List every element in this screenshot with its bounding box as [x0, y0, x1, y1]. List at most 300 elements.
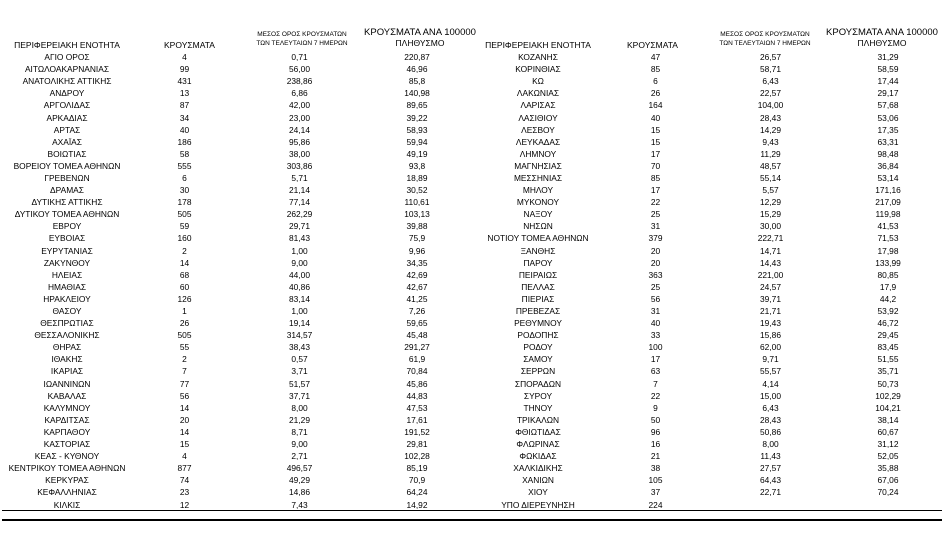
table-row — [473, 390, 943, 402]
cases-cell: 431 — [177, 76, 192, 87]
cases-cell: 14 — [179, 402, 190, 413]
region-cell: ΛΕΥΚΑΔΑΣ — [515, 136, 561, 147]
per100k-cell: 58,59 — [877, 64, 899, 75]
region-cell: ΣΑΜΟΥ — [523, 354, 553, 365]
header-cases-left: ΚΡΟΥΣΜΑΤΑ — [164, 40, 215, 50]
avg-cell: 14,86 — [289, 487, 310, 498]
cases-cell: 30 — [179, 185, 190, 196]
region-cell: ΚΑΡΠΑΘΟΥ — [43, 426, 91, 437]
table-row — [2, 486, 472, 498]
cases-cell: 505 — [177, 209, 192, 220]
cases-cell: 14 — [179, 426, 190, 437]
per100k-cell: 7,26 — [408, 306, 426, 317]
avg-cell: 37,71 — [289, 390, 310, 401]
table-row — [2, 196, 472, 208]
cases-cell: 4 — [182, 451, 187, 462]
avg-cell: 15,00 — [760, 390, 781, 401]
cases-cell: 20 — [179, 414, 190, 425]
per100k-cell: 53,14 — [877, 172, 899, 183]
per100k-cell: 70,24 — [877, 487, 899, 498]
table-row — [2, 293, 472, 305]
avg-cell: 21,29 — [289, 414, 310, 425]
avg-cell: 55,14 — [760, 172, 781, 183]
table-row — [473, 450, 943, 462]
cases-cell: 23 — [179, 487, 190, 498]
per100k-cell: 42,67 — [406, 281, 428, 292]
header-per100k-left — [350, 27, 490, 49]
table-row — [473, 293, 943, 305]
per100k-cell: 30,52 — [406, 185, 428, 196]
region-cell: ΚΩ — [532, 76, 544, 87]
avg-cell: 9,00 — [291, 257, 308, 268]
avg-cell: 12,29 — [760, 197, 781, 208]
per100k-cell: 85,19 — [406, 463, 428, 474]
table-row — [473, 353, 943, 365]
avg-cell: 64,43 — [760, 475, 781, 486]
per100k-cell: 17,44 — [877, 76, 899, 87]
cases-cell: 56 — [179, 390, 190, 401]
avg-cell: 58,71 — [760, 64, 781, 75]
per100k-cell: 31,29 — [877, 52, 899, 63]
per100k-cell: 53,92 — [877, 306, 899, 317]
table-row — [473, 426, 943, 438]
table-row — [2, 245, 472, 257]
table-row — [473, 63, 943, 75]
header-per100k-right — [812, 27, 946, 49]
region-cell: ΠΑΡΟΥ — [523, 257, 553, 268]
cases-cell: 17 — [650, 148, 661, 159]
per100k-cell: 51,55 — [877, 354, 899, 365]
table-row — [2, 305, 472, 317]
region-cell: ΛΑΣΙΘΙΟΥ — [518, 112, 558, 123]
cases-cell: 31 — [650, 221, 661, 232]
avg-cell: 49,29 — [289, 475, 310, 486]
region-cell: ΤΡΙΚΑΛΩΝ — [516, 414, 560, 425]
table-row — [473, 136, 943, 148]
cases-cell: 25 — [650, 209, 661, 220]
table-row — [2, 341, 472, 353]
table-row — [473, 341, 943, 353]
per100k-cell: 9,96 — [408, 245, 426, 256]
avg-cell: 1,00 — [291, 306, 308, 317]
table-row — [2, 136, 472, 148]
region-cell: ΘΑΣΟΥ — [52, 306, 82, 317]
cases-cell: 363 — [648, 269, 663, 280]
cases-cell: 224 — [648, 499, 663, 510]
avg-cell: 38,00 — [289, 148, 310, 159]
table-row — [2, 365, 472, 377]
region-cell: ΕΥΒΟΙΑΣ — [48, 233, 86, 244]
per100k-cell: 102,28 — [404, 451, 430, 462]
avg-cell: 14,71 — [760, 245, 781, 256]
table-row — [2, 462, 472, 474]
region-cell: ΗΡΑΚΛΕΙΟΥ — [43, 293, 91, 304]
avg-cell: 44,00 — [289, 269, 310, 280]
avg-cell: 262,29 — [286, 209, 313, 220]
avg-cell: 5,57 — [762, 185, 779, 196]
avg-cell: 221,00 — [757, 269, 784, 280]
per100k-cell: 39,22 — [406, 112, 428, 123]
cases-cell: 15 — [650, 124, 661, 135]
cases-cell: 1 — [182, 306, 187, 317]
region-cell: ΚΑΣΤΟΡΙΑΣ — [43, 439, 91, 450]
per100k-cell — [833, 498, 943, 510]
header-avg-line1: ΜΕΣΟΣ ΟΡΟΣ ΚΡΟΥΣΜΑΤΩΝ — [257, 31, 347, 38]
table-row — [2, 402, 472, 414]
bottom-rule-lower — [2, 519, 942, 521]
cases-cell: 877 — [177, 463, 192, 474]
region-cell: ΛΑΡΙΣΑΣ — [520, 100, 556, 111]
cases-table-right — [473, 51, 943, 511]
table-row — [2, 426, 472, 438]
per100k-cell: 93,8 — [408, 160, 426, 171]
table-row — [473, 111, 943, 123]
table-row — [2, 329, 472, 341]
table-row — [2, 281, 472, 293]
per100k-cell: 45,86 — [406, 378, 428, 389]
avg-cell: 24,14 — [289, 124, 310, 135]
cases-cell: 14 — [179, 257, 190, 268]
per100k-cell: 71,53 — [877, 233, 899, 244]
header-per100k-line1: ΚΡΟΥΣΜΑΤΑ ΑΝΑ 100000 — [826, 27, 938, 38]
cases-cell: 26 — [650, 88, 661, 99]
avg-cell: 238,86 — [286, 76, 313, 87]
per100k-cell: 98,48 — [877, 148, 899, 159]
avg-cell — [708, 498, 833, 510]
avg-cell: 26,57 — [760, 52, 781, 63]
cases-cell: 16 — [650, 439, 661, 450]
cases-cell: 12 — [179, 499, 190, 510]
cases-cell: 68 — [179, 269, 190, 280]
cases-cell: 15 — [179, 439, 190, 450]
header-per100k-line2: ΠΛΗΘΥΣΜΟ — [857, 38, 907, 48]
table-row — [473, 281, 943, 293]
region-cell: ΜΗΛΟΥ — [522, 185, 554, 196]
region-cell: ΝΑΞΟΥ — [523, 209, 553, 220]
table-row — [473, 208, 943, 220]
region-cell: ΦΩΚΙΔΑΣ — [519, 451, 557, 462]
region-cell: ΤΗΝΟΥ — [523, 402, 553, 413]
header-per100k-line2: ΠΛΗΘΥΣΜΟ — [395, 38, 445, 48]
table-row — [2, 148, 472, 160]
avg-cell: 104,00 — [757, 100, 784, 111]
table-row — [2, 353, 472, 365]
avg-cell: 0,71 — [291, 52, 308, 63]
cases-cell: 6 — [653, 76, 658, 87]
cases-cell: 85 — [650, 64, 661, 75]
per100k-cell: 191,52 — [404, 426, 430, 437]
region-cell: ΚΕΑΣ - ΚΥΘΝΟΥ — [34, 451, 100, 462]
avg-cell: 55,57 — [760, 366, 781, 377]
avg-cell: 39,71 — [760, 293, 781, 304]
table-row — [2, 414, 472, 426]
region-cell: ΠΕΙΡΑΙΩΣ — [518, 269, 558, 280]
per100k-cell: 36,84 — [877, 160, 899, 171]
region-cell: ΘΕΣΠΡΩΤΙΑΣ — [40, 318, 94, 329]
per100k-cell: 70,9 — [408, 475, 426, 486]
table-row — [473, 269, 943, 281]
cases-cell: 13 — [179, 88, 190, 99]
table-row — [2, 184, 472, 196]
per100k-cell: 57,68 — [877, 100, 899, 111]
per100k-cell: 17,98 — [877, 245, 899, 256]
header-avg-right — [700, 30, 830, 48]
per100k-cell: 59,65 — [406, 318, 428, 329]
table-row — [473, 438, 943, 450]
region-cell: ΚΕΦΑΛΛΗΝΙΑΣ — [37, 487, 97, 498]
header-region-left: ΠΕΡΙΦΕΡΕΙΑΚΗ ΕΝΟΤΗΤΑ — [14, 40, 120, 50]
per100k-cell: 102,29 — [875, 390, 901, 401]
per100k-cell: 61,9 — [408, 354, 426, 365]
avg-cell: 21,71 — [760, 306, 781, 317]
region-cell: ΑΡΓΟΛΙΔΑΣ — [43, 100, 91, 111]
table-row — [473, 124, 943, 136]
region-cell: ΡΟΔΟΠΗΣ — [517, 330, 559, 341]
table-row — [2, 124, 472, 136]
avg-cell: 42,00 — [289, 100, 310, 111]
avg-cell: 3,71 — [291, 366, 308, 377]
per100k-cell: 75,9 — [408, 233, 426, 244]
region-cell: ΑΡΤΑΣ — [53, 124, 81, 135]
cases-cell: 22 — [650, 390, 661, 401]
per100k-cell: 58,93 — [406, 124, 428, 135]
cases-cell: 17 — [650, 354, 661, 365]
avg-cell: 303,86 — [286, 160, 313, 171]
per100k-cell: 18,89 — [406, 172, 428, 183]
table-row — [2, 269, 472, 281]
cases-cell: 126 — [177, 293, 192, 304]
table-row — [473, 498, 943, 510]
avg-cell: 77,14 — [289, 197, 310, 208]
cases-cell: 164 — [648, 100, 663, 111]
bottom-rule-upper — [2, 510, 942, 511]
avg-cell: 4,14 — [762, 378, 779, 389]
table-row — [473, 99, 943, 111]
region-cell: ΓΡΕΒΕΝΩΝ — [44, 172, 90, 183]
table-row — [473, 257, 943, 269]
cases-cell: 59 — [179, 221, 190, 232]
avg-cell: 222,71 — [757, 233, 784, 244]
table-row — [2, 87, 472, 99]
avg-cell: 19,43 — [760, 318, 781, 329]
per100k-cell: 44,2 — [879, 293, 897, 304]
table-row — [2, 450, 472, 462]
region-cell: ΚΑΡΔΙΤΣΑΣ — [44, 414, 90, 425]
region-cell: ΛΗΜΝΟΥ — [519, 148, 557, 159]
table-row — [2, 232, 472, 244]
region-cell: ΙΚΑΡΙΑΣ — [50, 366, 84, 377]
avg-cell: 24,57 — [760, 281, 781, 292]
cases-cell: 555 — [177, 160, 192, 171]
avg-cell: 19,14 — [289, 318, 310, 329]
per100k-cell: 38,14 — [877, 414, 899, 425]
per100k-cell: 217,09 — [875, 197, 901, 208]
avg-cell: 28,43 — [760, 112, 781, 123]
region-cell: ΝΗΣΩΝ — [523, 221, 553, 232]
avg-cell: 15,29 — [760, 209, 781, 220]
per100k-cell: 35,88 — [877, 463, 899, 474]
per100k-cell: 29,17 — [877, 88, 899, 99]
cases-cell: 22 — [650, 197, 661, 208]
per100k-cell: 220,87 — [404, 52, 430, 63]
region-cell: ΖΑΚΥΝΘΟΥ — [43, 257, 91, 268]
avg-cell: 9,00 — [291, 439, 308, 450]
region-cell: ΚΑΛΥΜΝΟΥ — [43, 402, 91, 413]
table-row — [2, 220, 472, 232]
per100k-cell: 47,53 — [406, 402, 428, 413]
per100k-cell: 103,13 — [404, 209, 430, 220]
region-cell: ΚΕΝΤΡΙΚΟΥ ΤΟΜΕΑ ΑΘΗΝΩΝ — [8, 463, 126, 474]
cases-cell: 20 — [650, 257, 661, 268]
region-cell: ΡΕΘΥΜΝΟΥ — [514, 318, 562, 329]
avg-cell: 40,86 — [289, 281, 310, 292]
cases-cell: 21 — [650, 451, 661, 462]
table-row — [473, 317, 943, 329]
avg-cell: 6,43 — [762, 402, 779, 413]
region-cell: ΒΟΙΩΤΙΑΣ — [47, 148, 87, 159]
region-cell: ΣΠΟΡΑΔΩΝ — [514, 378, 562, 389]
region-cell: ΑΝΔΡΟΥ — [49, 88, 85, 99]
region-cell: ΑΙΤΩΛΟΑΚΑΡΝΑΝΙΑΣ — [24, 64, 110, 75]
avg-cell: 22,57 — [760, 88, 781, 99]
cases-table-left — [2, 51, 472, 511]
region-cell: ΑΓΙΟ ΟΡΟΣ — [44, 52, 90, 63]
region-cell: ΚΕΡΚΥΡΑΣ — [45, 475, 89, 486]
avg-cell: 14,29 — [760, 124, 781, 135]
avg-cell: 30,00 — [760, 221, 781, 232]
per100k-cell: 14,92 — [406, 499, 428, 510]
avg-cell: 11,29 — [760, 148, 781, 159]
cases-cell: 25 — [650, 281, 661, 292]
cases-cell: 47 — [650, 52, 661, 63]
cases-cell: 20 — [650, 245, 661, 256]
avg-cell: 6,86 — [291, 88, 308, 99]
region-cell: ΘΕΣΣΑΛΟΝΙΚΗΣ — [34, 330, 100, 341]
per100k-cell: 29,81 — [406, 439, 428, 450]
cases-cell: 379 — [648, 233, 663, 244]
avg-cell: 15,86 — [760, 330, 781, 341]
per100k-cell: 85,8 — [408, 76, 426, 87]
region-cell: ΧΙΟΥ — [528, 487, 548, 498]
region-cell: ΜΥΚΟΝΟΥ — [516, 197, 560, 208]
cases-cell: 9 — [653, 402, 658, 413]
region-cell: ΚΟΡΙΝΘΙΑΣ — [515, 64, 561, 75]
cases-cell: 96 — [650, 426, 661, 437]
region-cell: ΚΑΒΑΛΑΣ — [47, 390, 87, 401]
table-row — [473, 75, 943, 87]
per100k-cell: 17,9 — [879, 281, 897, 292]
avg-cell: 8,00 — [762, 439, 779, 450]
region-cell: ΚΙΛΚΙΣ — [53, 499, 81, 510]
table-row — [473, 160, 943, 172]
per100k-cell: 80,85 — [877, 269, 899, 280]
avg-cell: 81,43 — [289, 233, 310, 244]
avg-cell: 83,14 — [289, 293, 310, 304]
cases-cell: 2 — [182, 245, 187, 256]
cases-cell: 33 — [650, 330, 661, 341]
region-cell: ΠΕΛΛΑΣ — [521, 281, 555, 292]
cases-cell: 15 — [650, 136, 661, 147]
per100k-cell: 17,35 — [877, 124, 899, 135]
per100k-cell: 35,71 — [877, 366, 899, 377]
region-cell: ΠΡΕΒΕΖΑΣ — [515, 306, 561, 317]
per100k-cell: 67,06 — [877, 475, 899, 486]
cases-cell: 40 — [650, 318, 661, 329]
avg-cell: 48,57 — [760, 160, 781, 171]
table-row — [473, 196, 943, 208]
region-cell: ΛΑΚΩΝΙΑΣ — [516, 88, 560, 99]
cases-cell: 38 — [650, 463, 661, 474]
per100k-cell: 63,31 — [877, 136, 899, 147]
avg-cell: 0,57 — [291, 354, 308, 365]
avg-cell: 496,57 — [286, 463, 313, 474]
region-cell: ΙΘΑΚΗΣ — [51, 354, 83, 365]
region-cell: ΦΛΩΡΙΝΑΣ — [516, 439, 560, 450]
per100k-cell: 46,72 — [877, 318, 899, 329]
region-cell: ΣΕΡΡΩΝ — [520, 366, 556, 377]
region-cell: ΛΕΣΒΟΥ — [521, 124, 555, 135]
avg-cell: 38,43 — [289, 342, 310, 353]
cases-cell: 58 — [179, 148, 190, 159]
per100k-cell: 53,06 — [877, 112, 899, 123]
table-row — [473, 474, 943, 486]
per100k-cell: 41,25 — [406, 293, 428, 304]
cases-cell: 77 — [179, 378, 190, 389]
region-cell: ΑΝΑΤΟΛΙΚΗΣ ΑΤΤΙΚΗΣ — [22, 76, 112, 87]
region-cell: ΠΙΕΡΙΑΣ — [521, 293, 555, 304]
cases-cell: 37 — [650, 487, 661, 498]
table-row — [2, 257, 472, 269]
per100k-cell: 39,88 — [406, 221, 428, 232]
per100k-cell: 110,61 — [404, 197, 430, 208]
avg-cell: 6,43 — [762, 76, 779, 87]
header-region-right: ΠΕΡΙΦΕΡΕΙΑΚΗ ΕΝΟΤΗΤΑ — [485, 40, 591, 50]
avg-cell: 7,43 — [291, 499, 308, 510]
per100k-cell: 83,45 — [877, 342, 899, 353]
per100k-cell: 31,12 — [877, 439, 899, 450]
header-avg-line2: ΤΩΝ ΤΕΛΕΥΤΑΙΩΝ 7 ΗΜΕΡΩΝ — [719, 40, 811, 47]
table-row — [473, 414, 943, 426]
table-row — [473, 232, 943, 244]
table-row — [2, 160, 472, 172]
avg-cell: 9,71 — [762, 354, 779, 365]
per100k-cell: 60,67 — [877, 426, 899, 437]
cases-cell: 55 — [179, 342, 190, 353]
per100k-cell: 104,21 — [875, 402, 901, 413]
table-row — [2, 51, 472, 63]
region-cell: ΙΩΑΝΝΙΝΩΝ — [43, 378, 91, 389]
table-row — [2, 99, 472, 111]
table-row — [2, 390, 472, 402]
cases-cell: 56 — [650, 293, 661, 304]
region-cell: ΗΜΑΘΙΑΣ — [47, 281, 87, 292]
header-avg-line2: ΤΩΝ ΤΕΛΕΥΤΑΙΩΝ 7 ΗΜΕΡΩΝ — [256, 40, 348, 47]
table-row — [2, 378, 472, 390]
table-row — [473, 365, 943, 377]
avg-cell: 51,57 — [289, 378, 310, 389]
table-row — [2, 208, 472, 220]
table-row — [2, 438, 472, 450]
avg-cell: 95,86 — [289, 136, 310, 147]
table-row — [2, 75, 472, 87]
cases-cell: 186 — [177, 136, 192, 147]
table-row — [2, 172, 472, 184]
per100k-cell: 50,73 — [877, 378, 899, 389]
region-cell: ΗΛΕΙΑΣ — [51, 269, 83, 280]
table-row — [473, 148, 943, 160]
cases-cell: 178 — [177, 197, 192, 208]
avg-cell: 56,00 — [289, 64, 310, 75]
